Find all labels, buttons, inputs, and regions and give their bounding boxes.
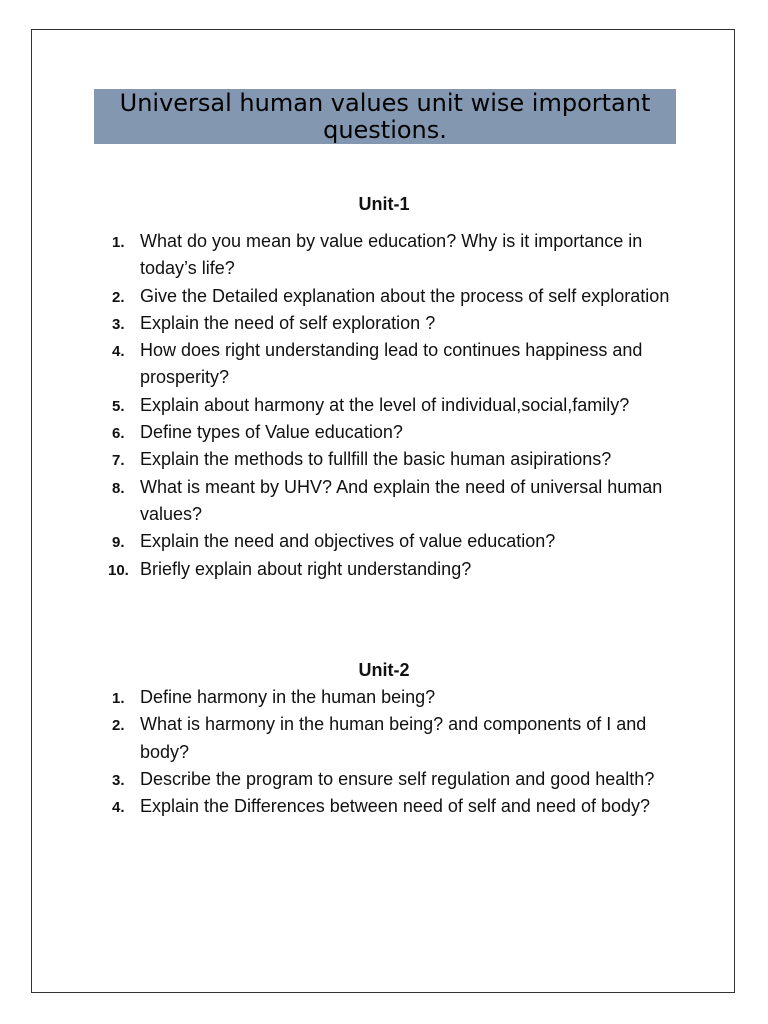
- unit-2-question-list: [112, 684, 682, 820]
- question-item: 3. Explain the need of self exploration ?: [112, 312, 436, 333]
- question-item: 2. Give the Detailed explanation about the process of self exploration: [112, 285, 670, 306]
- question-item: 4. Explain the Differences between need of self and need of body?: [112, 796, 651, 817]
- question-item: 1. What do you mean by value education? Why is it importance in today’s life?: [112, 231, 643, 279]
- question-item: 2. What is harmony in the human being? and components of I and body?: [112, 714, 647, 762]
- document-title: Universal human values unit wise important questions.: [94, 89, 676, 144]
- question-item: 9. Explain the need and objectives of value education?: [112, 531, 556, 552]
- question-item: 5. Explain about harmony at the level of individual,social,family?: [112, 394, 630, 415]
- question-item: 4. How does right understanding lead to continues happiness and prosperity?: [112, 340, 643, 388]
- unit-1-question-list: [108, 228, 682, 583]
- question-item: 8. What is meant by UHV? And explain the need of universal human values?: [112, 476, 663, 524]
- question-item: 7. Explain the methods to fullfill the basic human asipirations?: [112, 449, 612, 470]
- question-item: 6. Define types of Value education?: [112, 422, 403, 443]
- question-item: 1. Define harmony in the human being?: [112, 687, 436, 707]
- unit-1-heading: Unit-1: [358, 194, 410, 214]
- unit-2-heading: Unit-2: [358, 660, 410, 680]
- question-item: 10. Briefly explain about right understanding?: [108, 558, 472, 579]
- question-item: 3. Describe the program to ensure self regulation and good health?: [112, 768, 655, 789]
- document-page: [31, 29, 735, 993]
